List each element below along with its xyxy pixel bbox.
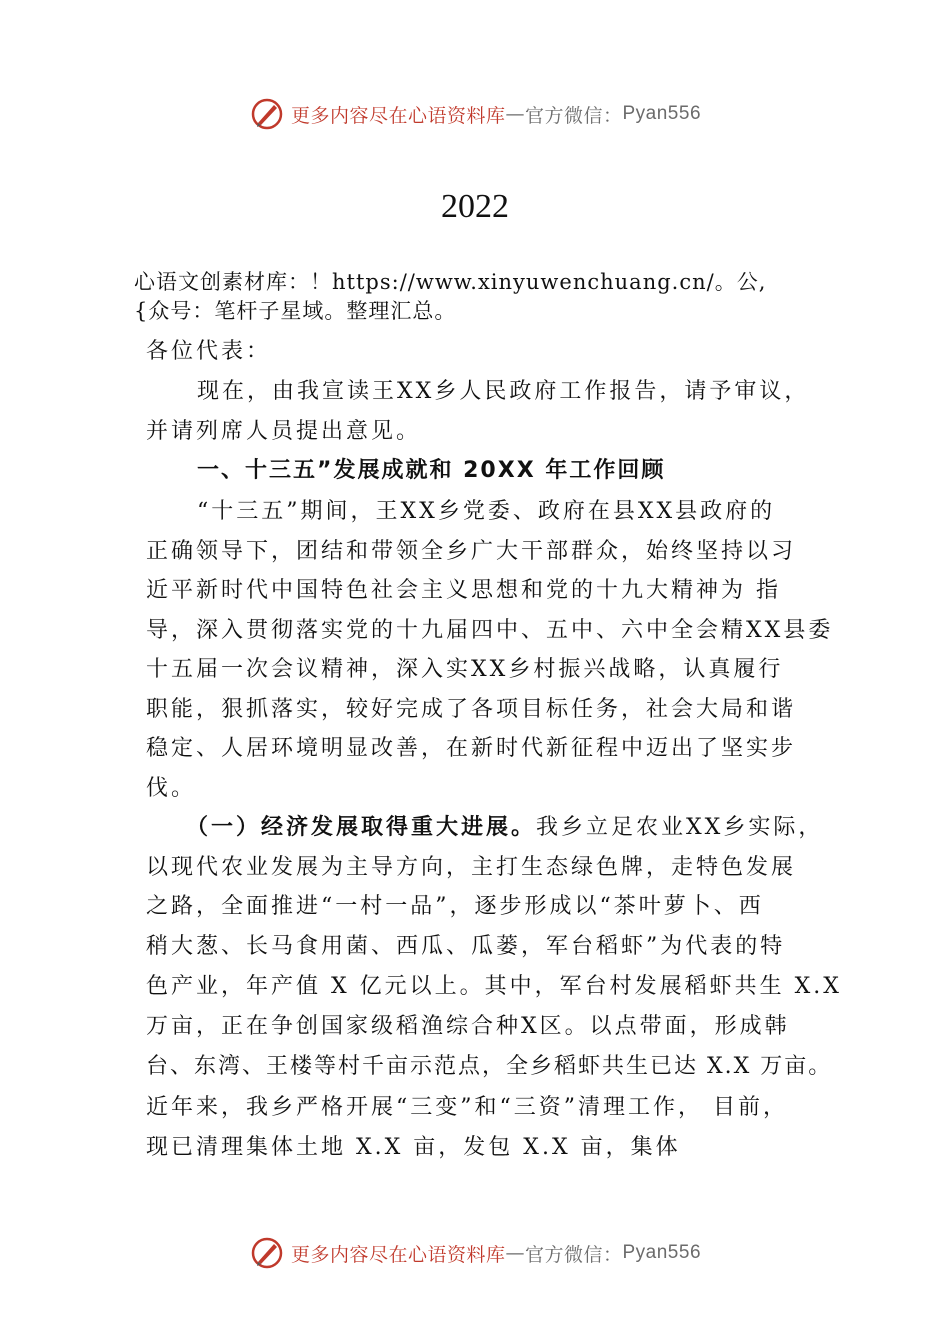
body-line: 现已清理集体土地 X.X 亩，发包 X.X 亩，集体 <box>146 1135 681 1160</box>
body-line: 稳定、人居环境明显改善，在新时代新征程中迈出了坚实步 <box>146 736 797 761</box>
body-line: 职能，狠抓落实，较好完成了各项目标任务，社会大局和谐 <box>146 697 797 722</box>
banner-wechat-label: 官方微信： <box>524 104 623 127</box>
body-line: 之路，全面推进“一村一品”，逐步形成以“茶叶萝卜、西 <box>146 894 764 919</box>
body-line: 近平新时代中国特色社会主义思想和党的十九大精神为 指 <box>146 578 781 603</box>
banner-text: 更多内容尽在心语资料库 <box>290 104 506 127</box>
body-text: 我乡立足农业XX乡实际， <box>536 815 824 840</box>
subsection-heading: （一）经济发展取得重大进展。 <box>186 814 537 840</box>
body-line: “十三五”期间，王XX乡党委、政府在县XX县政府的 <box>197 499 776 524</box>
body-line: 伐。 <box>146 776 197 801</box>
body-line: 近年来，我乡严格开展“三变”和“三资”清理工作， 目前， <box>146 1095 788 1120</box>
document-year: 2022 <box>441 188 509 225</box>
body-line: 万亩，正在争创国家级稻渔综合种X区。以点带面，形成韩 <box>146 1014 790 1039</box>
body-line: 并请列席人员提出意见。 <box>146 419 422 444</box>
pen-logo-icon <box>249 1235 285 1271</box>
body-line: 色产业，年产值 X 亿元以上。其中，军台村发展稻虾共生 X.X <box>146 974 842 999</box>
body-line <box>186 810 823 841</box>
banner-wechat-id: Pyan556 <box>622 103 702 124</box>
banner-dash: — <box>505 103 525 125</box>
body-line: 现在，由我宣读王XX乡人民政府工作报告，请予审议， <box>197 379 810 404</box>
body-line: 以现代农业发展为主导方向，主打生态绿色牌，走特色发展 <box>146 855 797 880</box>
body-line: 稍大葱、长马食用菌、西瓜、瓜蒌，军台稻虾”为代表的特 <box>146 934 786 959</box>
header-banner <box>0 92 950 136</box>
body-line: 正确领导下，团结和带领全乡广大干部群众，始终坚持以习 <box>146 539 797 564</box>
salutation: 各位代表： <box>146 339 272 364</box>
source-note <box>134 268 834 326</box>
body-line: 十五届一次会议精神，深入实XX乡村振兴战略，认真履行 <box>146 657 784 682</box>
body-line: 台、东湾、王楼等村千亩示范点，全乡稻虾共生已达 X.X 万亩。 <box>146 1054 833 1079</box>
body-line: 导，深入贯彻落实党的十九届四中、五中、六中全会精XX县委 <box>146 618 834 643</box>
pen-logo-icon <box>249 96 285 132</box>
source-line-2: {众号：笔杆子星域。整理汇总。 <box>134 299 457 323</box>
banner-text: 更多内容尽在心语资料库 <box>290 1243 506 1266</box>
section-heading: 一、十三五”发展成就和 20XX 年工作回顾 <box>197 458 666 483</box>
banner-wechat-id: Pyan556 <box>622 1242 702 1263</box>
banner-wechat-label: 官方微信： <box>524 1243 623 1266</box>
footer-banner <box>0 1231 950 1275</box>
banner-dash: — <box>505 1242 525 1264</box>
source-line-1: 心语文创素材库：！https://www.xinyuwenchuang.cn/。公, <box>134 270 767 294</box>
